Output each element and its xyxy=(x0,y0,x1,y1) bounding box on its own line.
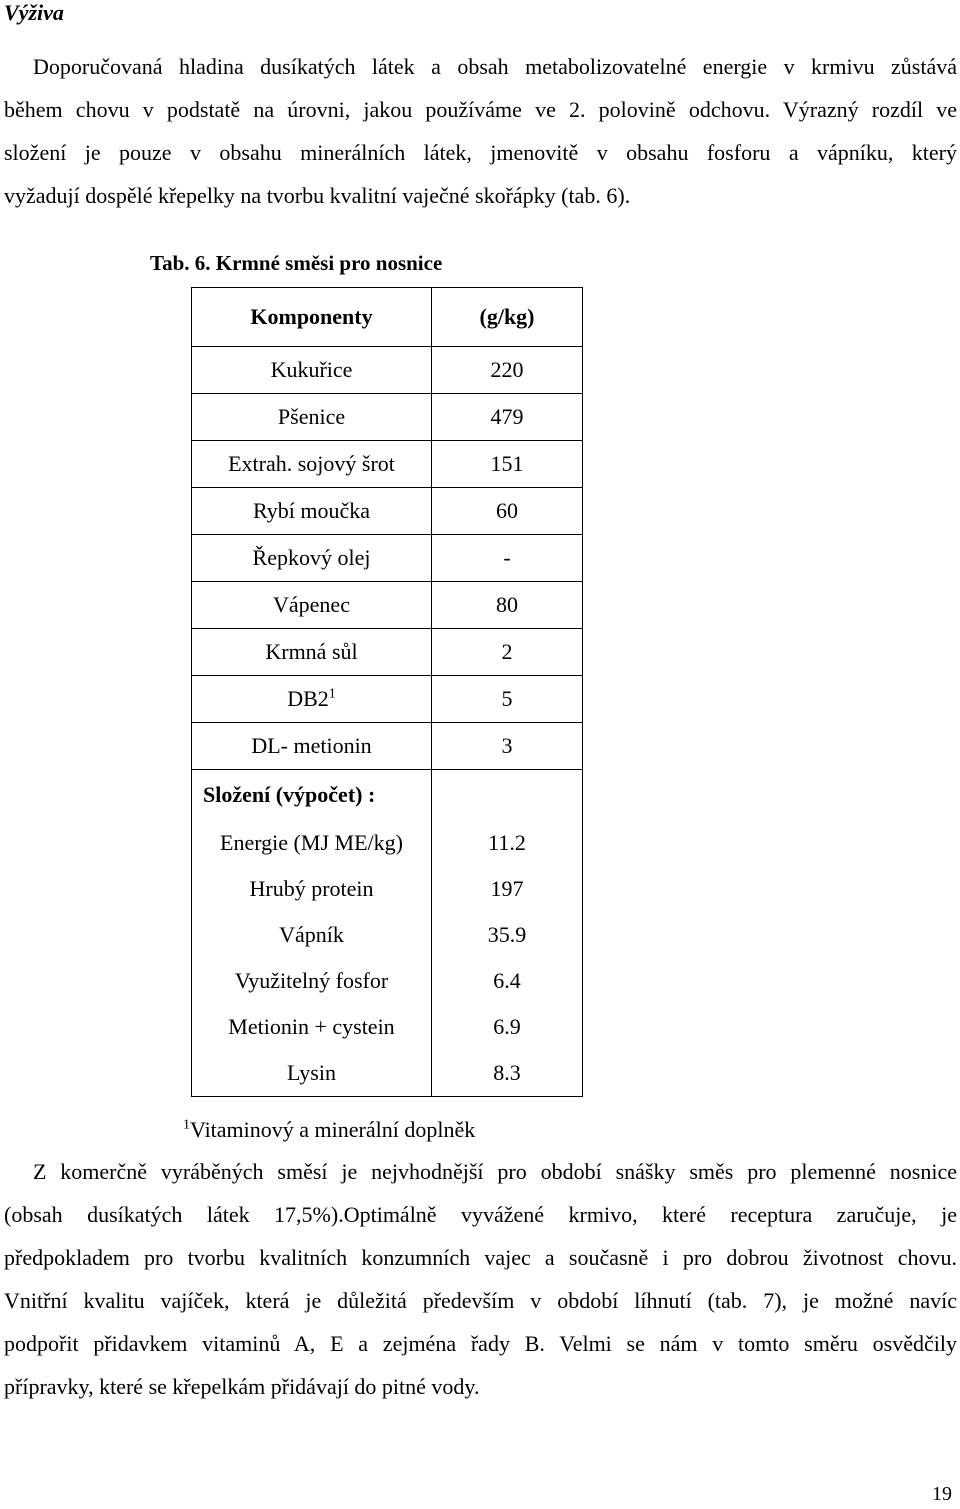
composition-row xyxy=(192,866,583,912)
column-header-components: Komponenty xyxy=(192,288,432,347)
component-amount: 220 xyxy=(432,347,583,394)
table-row xyxy=(192,394,583,441)
paragraph-line: během chovu v podstatě na úrovni, jakou používáme ve 2. polovině odchovu. Výrazný rozdíl ve xyxy=(4,97,957,122)
component-name: Vápenec xyxy=(192,582,432,629)
nutrient-value: 6.4 xyxy=(432,958,583,1004)
paragraph-line: podpořit přidavkem vitaminů A, E a zejména řady B. Velmi se nám v tomto směru osvědčily xyxy=(4,1331,957,1356)
paragraph-line: předpokladem pro tvorbu kvalitních konzumních vajec a současně i pro dobrou životnost chovu. xyxy=(4,1245,957,1270)
component-name: DL- metionin xyxy=(192,723,432,770)
footnote-text: Vitaminový a minerální doplněk xyxy=(190,1117,476,1142)
component-name: Řepkový olej xyxy=(192,535,432,582)
table-header-row xyxy=(192,288,583,347)
composition-row xyxy=(192,958,583,1004)
paragraph-line: Z komerčně vyráběných směsí je nejvhodnější pro období snášky směs pro plemenné nosnice xyxy=(33,1159,957,1184)
column-header-amount: (g/kg) xyxy=(432,288,583,347)
composition-row xyxy=(192,820,583,866)
footnote-marker: 1 xyxy=(328,686,336,702)
table-footnote xyxy=(183,1110,475,1150)
table-caption: Tab. 6. Krmné směsi pro nosnice xyxy=(150,251,443,275)
component-amount: 2 xyxy=(432,629,583,676)
component-amount: - xyxy=(432,535,583,582)
section-heading: Výživa xyxy=(4,0,64,25)
component-amount: 3 xyxy=(432,723,583,770)
intro-paragraph xyxy=(4,45,957,217)
component-name: Krmná sůl xyxy=(192,629,432,676)
component-amount: 479 xyxy=(432,394,583,441)
component-name-text: DB2 xyxy=(287,686,329,711)
composition-row xyxy=(192,1050,583,1097)
nutrient-name: Metionin + cystein xyxy=(192,1004,432,1050)
component-amount: 80 xyxy=(432,582,583,629)
table-row xyxy=(192,535,583,582)
table-row xyxy=(192,629,583,676)
component-amount: 5 xyxy=(432,676,583,723)
empty-cell xyxy=(432,770,583,821)
component-amount: 60 xyxy=(432,488,583,535)
nutrient-name: Energie (MJ ME/kg) xyxy=(192,820,432,866)
paragraph-line: Vnitřní kvalitu vajíček, která je důležitá především v období líhnutí (tab. 7), je možné navíc xyxy=(4,1288,957,1313)
component-name: Rybí moučka xyxy=(192,488,432,535)
table-row xyxy=(192,723,583,770)
paragraph-line: (obsah dusíkatých látek 17,5%).Optimálně vyvážené krmivo, které receptura zaručuje, je xyxy=(4,1202,957,1227)
table-row xyxy=(192,347,583,394)
table-row xyxy=(192,441,583,488)
footnote-marker: 1 xyxy=(183,1117,190,1133)
nutrient-name: Lysin xyxy=(192,1050,432,1097)
paragraph-line: přípravky, které se křepelkám přidávají do pitné vody. xyxy=(4,1374,480,1399)
component-name: Kukuřice xyxy=(192,347,432,394)
composition-section-row xyxy=(192,770,583,821)
composition-section-label: Složení (výpočet) : xyxy=(192,770,432,821)
paragraph-line: složení je pouze v obsahu minerálních látek, jmenovitě v obsahu fosforu a vápníku, který xyxy=(4,140,957,165)
composition-row xyxy=(192,912,583,958)
nutrient-value: 8.3 xyxy=(432,1050,583,1097)
table-row xyxy=(192,582,583,629)
component-name: Pšenice xyxy=(192,394,432,441)
paragraph-line: vyžadují dospělé křepelky na tvorbu kvalitní vaječné skořápky (tab. 6). xyxy=(4,183,631,208)
nutrient-value: 6.9 xyxy=(432,1004,583,1050)
body-paragraph xyxy=(4,1150,957,1408)
nutrient-name: Vápník xyxy=(192,912,432,958)
table-row xyxy=(192,488,583,535)
feed-mix-table xyxy=(191,287,583,1097)
paragraph-line: Doporučovaná hladina dusíkatých látek a obsah metabolizovatelné energie v krmivu zůstává xyxy=(33,54,957,79)
table-row xyxy=(192,676,583,723)
page-number: 19 xyxy=(932,1483,952,1505)
component-name: Extrah. sojový šrot xyxy=(192,441,432,488)
nutrient-name: Využitelný fosfor xyxy=(192,958,432,1004)
nutrient-value: 197 xyxy=(432,866,583,912)
nutrient-name: Hrubý protein xyxy=(192,866,432,912)
nutrient-value: 35.9 xyxy=(432,912,583,958)
component-name xyxy=(192,676,432,723)
component-amount: 151 xyxy=(432,441,583,488)
composition-row xyxy=(192,1004,583,1050)
nutrient-value: 11.2 xyxy=(432,820,583,866)
